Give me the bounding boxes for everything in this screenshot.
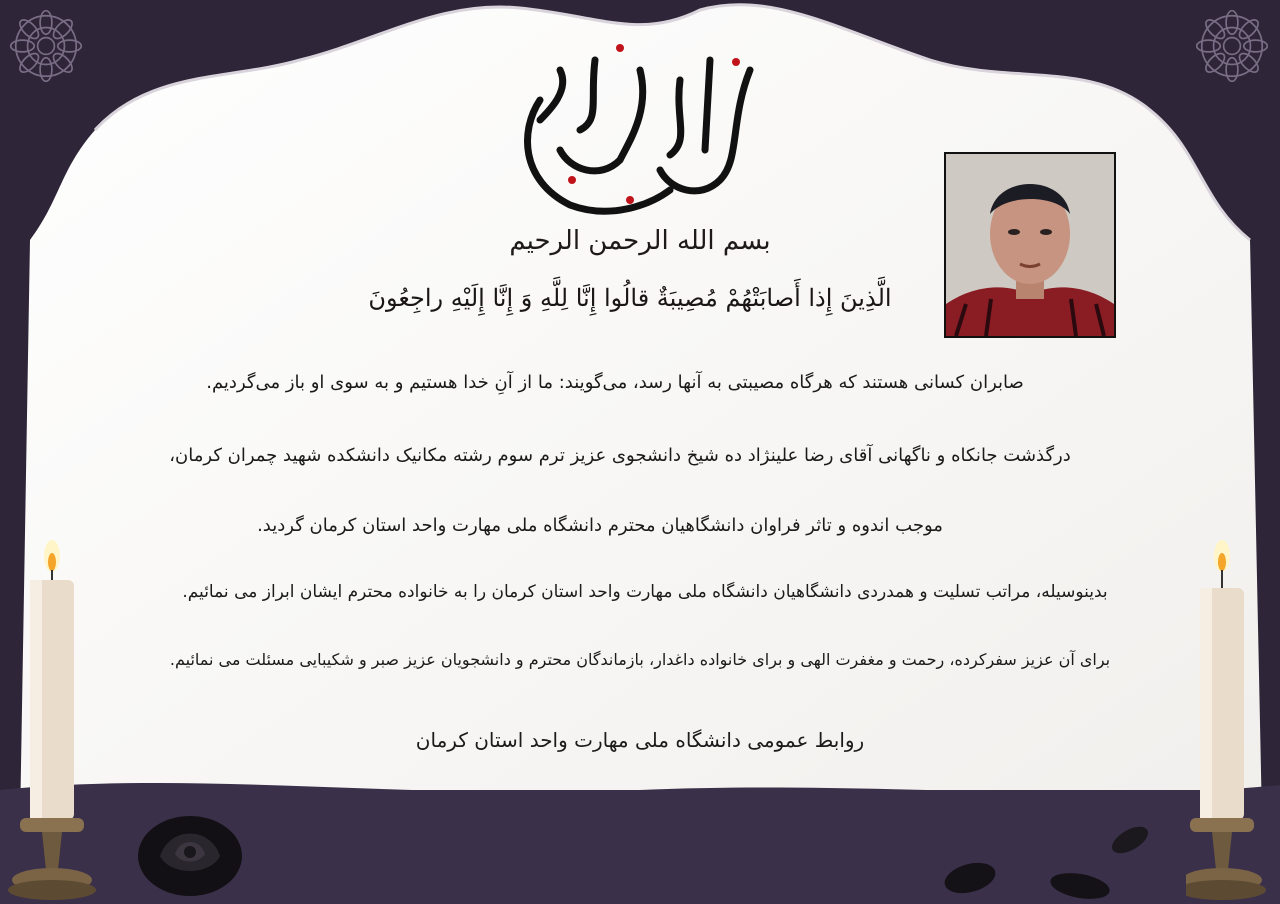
body-line-4: بدینوسیله، مراتب تسلیت و همدردی دانشگاهیان دانشگاه ملی مهارت واحد استان کرمان را به خانواده محترم ایشان ابراز می نمائیم. [182, 582, 1108, 602]
body-line-1: صابران کسانی هستند که هرگاه مصیبتی به آنها رسد، می‌گویند: ما از آنِ خدا هستیم و به سوی او باز می‌گردیم. [206, 372, 1024, 393]
candle-icon [1186, 540, 1276, 904]
body-line-5: برای آن عزیز سفرکرده، رحمت و مغفرت الهی و برای خانواده داغدار، بازماندگان محترم و دانشجویان عزیز صبر و شکیبایی مسئلت می نمائیم. [169, 650, 1111, 669]
portrait-photo [944, 152, 1116, 338]
signature: روابط عمومی دانشگاه ملی مهارت واحد استان کرمان [415, 728, 865, 752]
calligraphy-title [500, 30, 780, 220]
basmala-text: بسم الله الرحمن الرحيم [509, 226, 771, 256]
body-line-3: موجب اندوه و تاثر فراوان دانشگاهیان محترم دانشگاه ملی مهارت واحد استان کرمان گردید. [257, 515, 943, 536]
black-rose-icon [130, 806, 250, 904]
body-line-2: درگذشت جانکاه و ناگهانی آقای رضا علینژاد ده شیخ دانشجوی عزیز ترم سوم رشته مکانیک دانشکده شهید چمران کرمان، [169, 445, 1071, 466]
candle-icon [6, 540, 96, 904]
petal-icon [930, 820, 1170, 904]
quran-verse: الَّذِينَ إِذا أَصابَتْهُمْ مُصِيبَةٌ قالُوا إِنَّا لِلَّهِ وَ إِنَّا إِلَيْهِ راجِعُونَ [368, 284, 892, 312]
